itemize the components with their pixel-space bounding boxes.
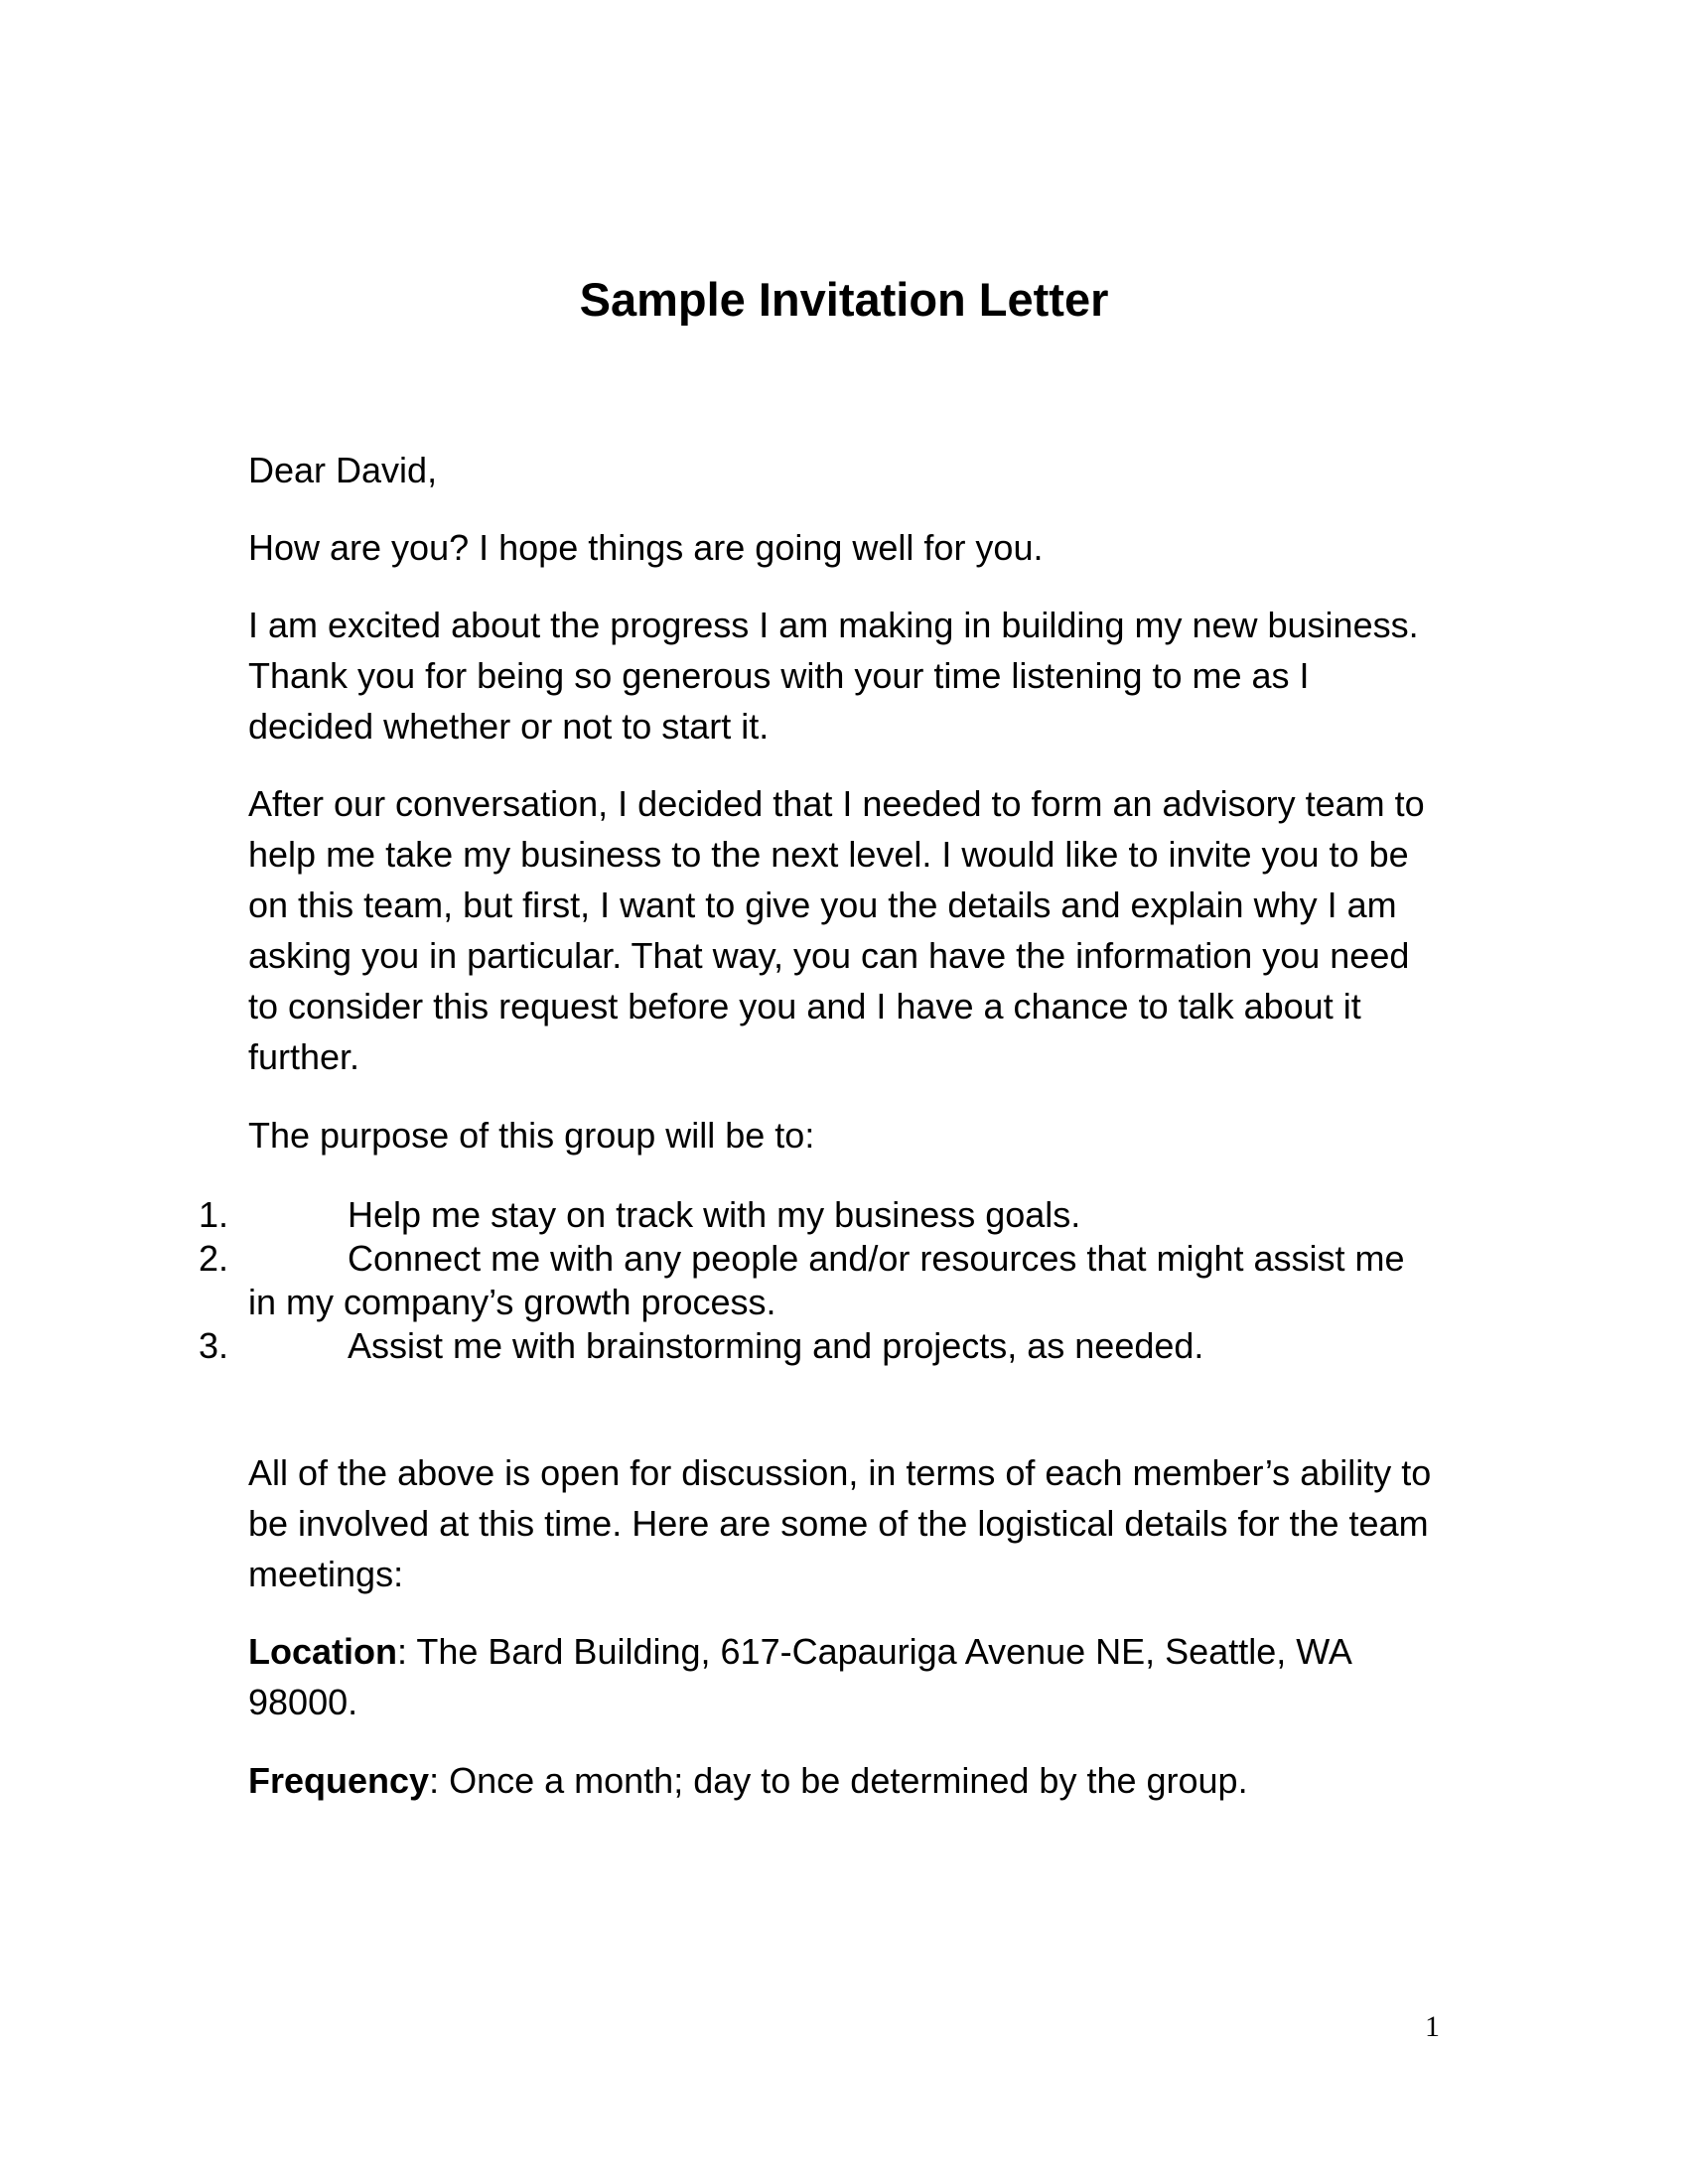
list-item-text: Help me stay on track with my business goals. bbox=[348, 1194, 1081, 1235]
list-number: 2. bbox=[199, 1238, 229, 1279]
salutation: Dear David, bbox=[248, 450, 438, 490]
list-item-text: Assist me with brainstorming and projects, as needed. bbox=[348, 1325, 1204, 1366]
letter-title: Sample Invitation Letter bbox=[579, 273, 1109, 326]
list-item-text: Connect me with any people and/or resources that might assist me in my company’s growth process. bbox=[248, 1238, 1405, 1322]
frequency-detail bbox=[248, 1755, 1440, 1806]
purpose-list-item bbox=[199, 1324, 1440, 1368]
purpose-list-item bbox=[199, 1193, 1440, 1237]
paragraph-invitation: After our conversation, I decided that I needed to form an advisory team to help me take my business to the next level. I would like to invite you to be on this team, but first, I want to give you the details and explain why I am asking you in particular. That way, you can have the information you need to consider this request before you and I have a chance to talk about it further. bbox=[248, 783, 1425, 1077]
paragraph-progress: I am excited about the progress I am making in building my new business. Thank you for being so generous with your time listening to me as I decided whether or not to start it. bbox=[248, 605, 1419, 747]
paragraph-greeting: How are you? I hope things are going well for you. bbox=[248, 527, 1044, 568]
frequency-value: : Once a month; day to be determined by the group. bbox=[429, 1760, 1248, 1801]
list-number: 3. bbox=[199, 1325, 229, 1366]
paragraph-logistics-intro: All of the above is open for discussion, in terms of each member’s ability to be involved at this time. Here are some of the logistical details for the team meetings: bbox=[248, 1452, 1432, 1594]
location-value: : The Bard Building, 617-Capauriga Avenue NE, Seattle, WA 98000. bbox=[248, 1631, 1350, 1722]
list-number: 1. bbox=[199, 1194, 229, 1235]
paragraph-purpose-intro: The purpose of this group will be to: bbox=[248, 1115, 815, 1156]
purpose-list-item bbox=[199, 1237, 1440, 1324]
page-number: 1 bbox=[1425, 2010, 1440, 2043]
location-detail bbox=[248, 1626, 1440, 1727]
frequency-label: Frequency bbox=[248, 1760, 430, 1801]
location-label: Location bbox=[248, 1631, 397, 1672]
